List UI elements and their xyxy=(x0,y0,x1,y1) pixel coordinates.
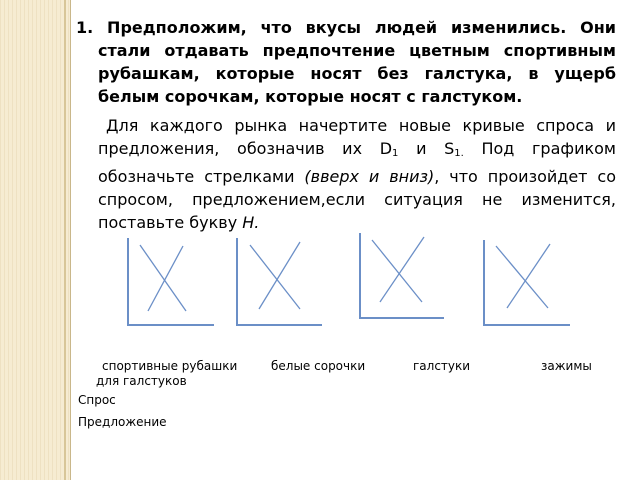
task-body-part4: , что произойдет со спросом, предложением,если ситуация не изменится, поставьте букву xyxy=(98,167,617,232)
demand-curve-ties xyxy=(372,240,422,302)
demand-curve-sport-shirts xyxy=(140,245,186,311)
demand-subscript: 1 xyxy=(392,148,399,159)
task-body-italic: (вверх и вниз) xyxy=(304,167,435,186)
market-label-sport-shirts: спортивные рубашки xyxy=(102,359,238,373)
task-heading: 1. Предположим, что вкусы людей изменились. Они стали отдавать предпочтение цветным спортивным рубашкам, которые носят без галстука, в ущерб белым сорочкам, которые носят с галстуком. xyxy=(76,18,616,106)
task-body-part3: Под графиком обозначьте стрелками xyxy=(98,139,616,186)
supply-curve-sport-shirts xyxy=(148,246,183,311)
demand-curve-clips xyxy=(496,246,548,308)
supply-curve-clips xyxy=(507,244,550,308)
axes-sport-shirts xyxy=(128,238,214,325)
graph-white-shirts xyxy=(237,238,322,325)
market-label-white-shirts: белые сорочки xyxy=(271,359,366,373)
supply-curve-white-shirts xyxy=(259,242,300,309)
graph-ties xyxy=(360,233,444,318)
graph-sport-shirts xyxy=(128,238,214,325)
market-label-ties: галстуки xyxy=(413,359,471,373)
row-label-supply: Предложение xyxy=(78,415,167,429)
axes-ties xyxy=(360,233,444,318)
task-body-part1: Для каждого рынка начертите новые кривые спроса и предложения, обозначив их D xyxy=(98,116,616,158)
axes-white-shirts xyxy=(237,238,322,325)
supply-curve-ties xyxy=(380,237,424,302)
task-body-letter: Н. xyxy=(242,213,260,232)
market-label-clips: зажимы xyxy=(541,359,592,373)
supply-subscript: 1. xyxy=(454,148,464,159)
row-label-demand: Спрос xyxy=(78,393,116,407)
market-label-clips-continuation: для галстуков xyxy=(96,374,187,388)
task-body-part2: и S xyxy=(398,139,455,158)
graph-clips xyxy=(484,240,570,325)
